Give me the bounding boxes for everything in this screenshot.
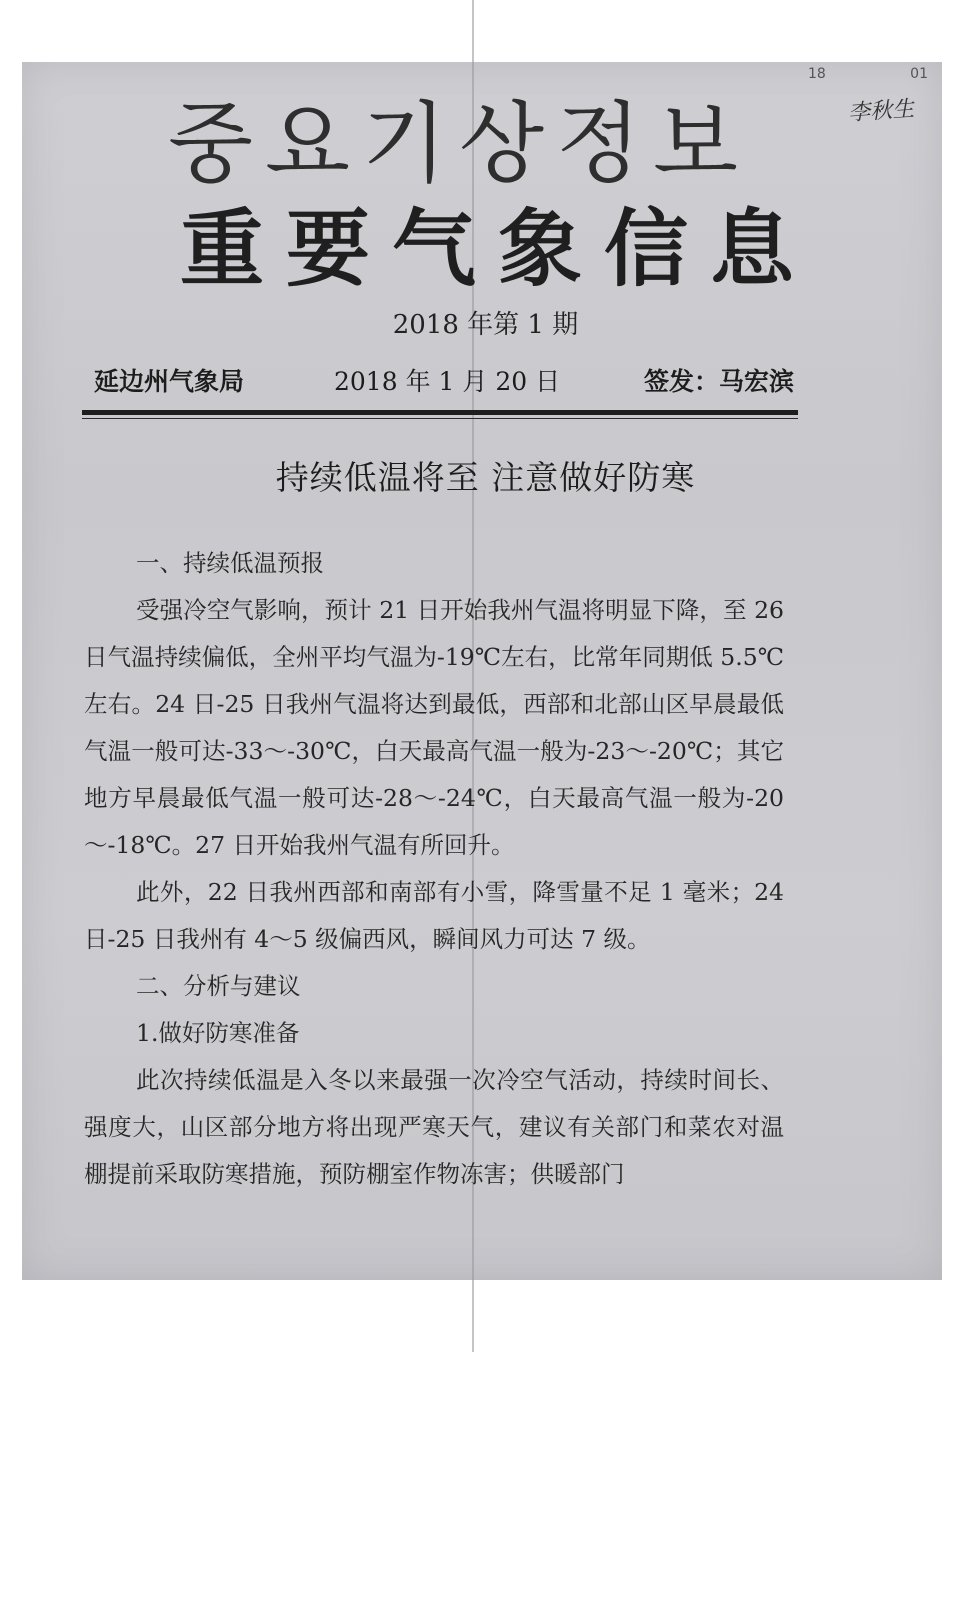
document-body — [84, 540, 784, 1198]
handwritten-name: 李秋生 — [847, 96, 915, 127]
corner-mark-right: 01 — [910, 66, 928, 82]
document-title: 持续低温将至 注意做好防寒 — [275, 458, 696, 497]
corner-mark-left: 18 — [808, 66, 826, 82]
handwritten-corner-marks — [808, 66, 928, 82]
subsection1-heading: 1.做好防寒准备 — [136, 1019, 300, 1047]
header-divider-thin — [82, 418, 798, 419]
paragraph-advice: 此次持续低温是入冬以来最强一次冷空气活动，持续时间长、强度大，山区部分地方将出现严寒天气，建议有关部门和菜农对温棚提前采取防寒措施，预防棚室作物冻害；供暖部门 — [84, 1066, 784, 1188]
paragraph-forecast: 受强冷空气影响，预计 21 日开始我州气温将明显下降，至 26 日气温持续偏低，全州平均气温为-19℃左右，比常年同期低 5.5℃左右。24 日-25 日我州气温将达到最低，西部和北部山区早晨最低气温一般可达-33～-30℃，白天最高气温一般为-23～-20℃；其它地方早晨最低气温一般可达-28～-24℃，白天最高气温一般为-20～-18℃。27 日开始我州气温有所回升。 — [84, 596, 784, 859]
meta-row — [94, 362, 794, 402]
header-korean-title: 중요기상정보 — [168, 92, 751, 195]
header-divider-thick — [82, 410, 798, 415]
header-chinese-title: 重要气象信息 — [180, 199, 817, 298]
issue-number: 2018 年第 1 期 — [392, 310, 579, 340]
section1-heading: 一、持续低温预报 — [136, 549, 324, 577]
organization: 延边州气象局 — [94, 367, 245, 396]
section2-heading: 二、分析与建议 — [136, 972, 301, 1000]
issue-date: 2018 年 1 月 20 日 — [334, 367, 561, 396]
paragraph-snow-wind: 此外，22 日我州西部和南部有小雪，降雪量不足 1 毫米；24 日-25 日我州有 4～5 级偏西风，瞬间风力可达 7 级。 — [84, 878, 784, 953]
signer: 签发：马宏滨 — [643, 367, 794, 396]
